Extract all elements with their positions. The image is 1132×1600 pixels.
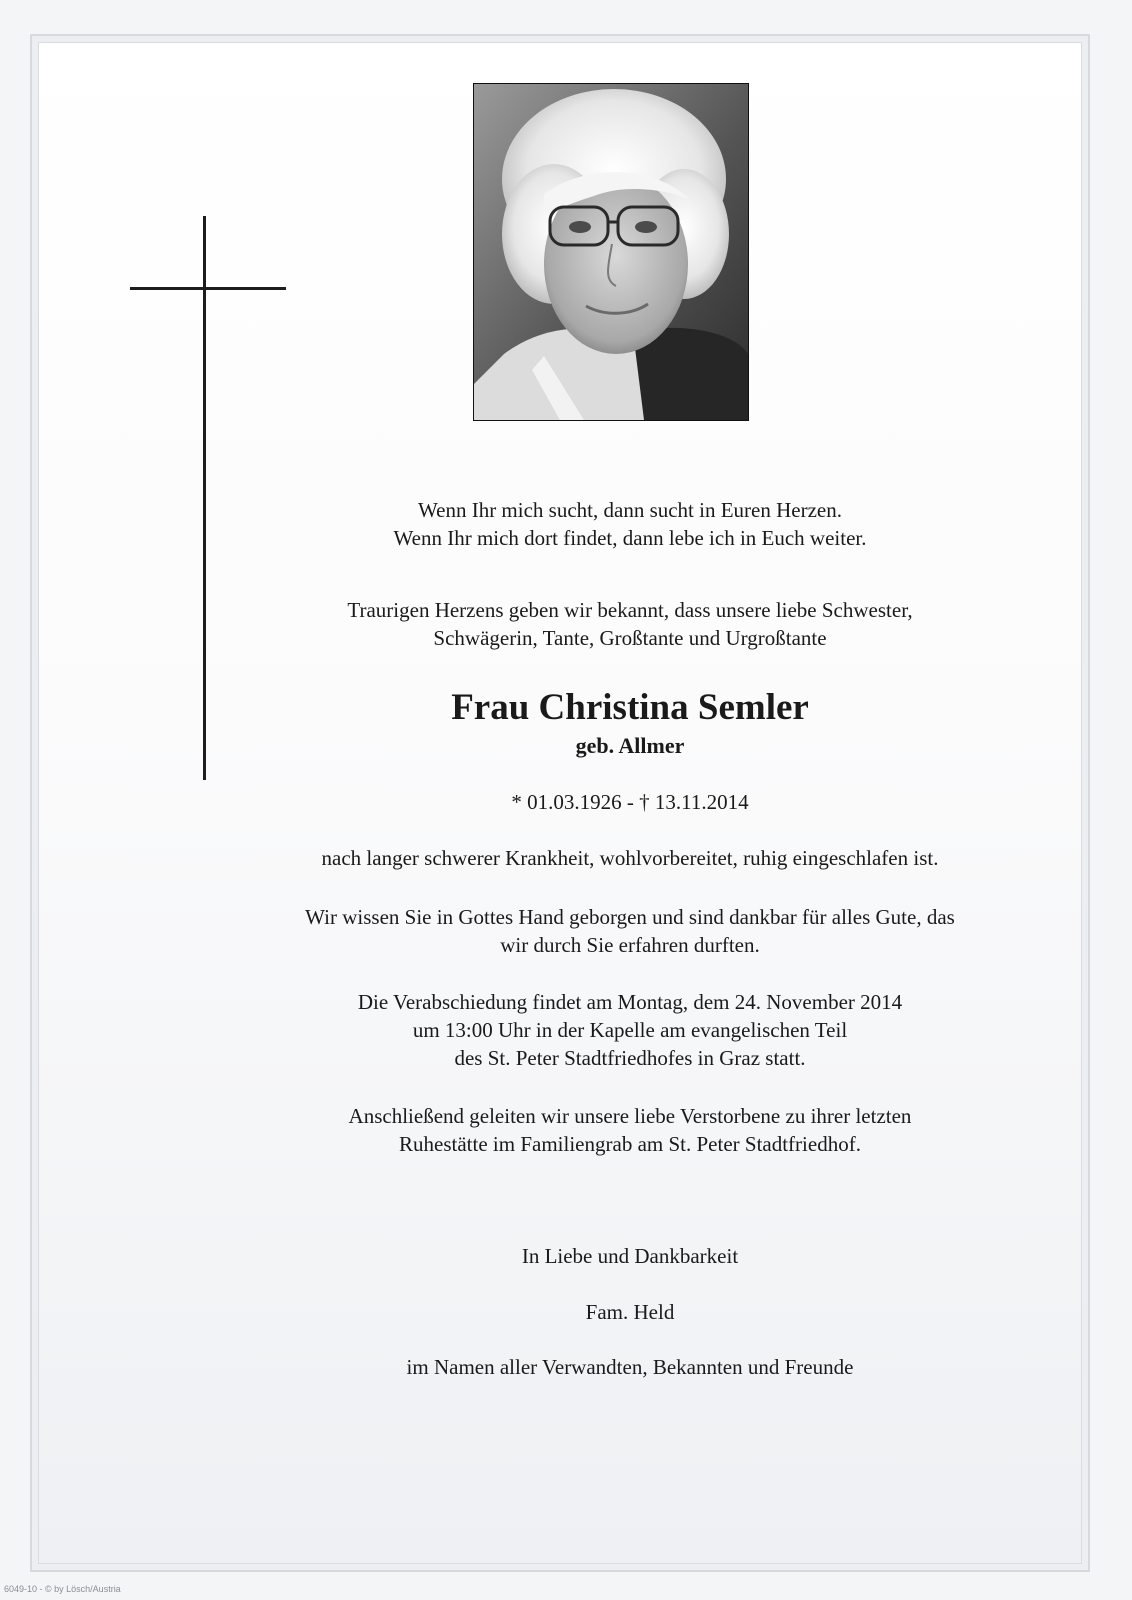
closing-phrase: In Liebe und Dankbarkeit <box>521 1244 739 1268</box>
illness-text: nach langer schwerer Krankheit, wohlvorbereitet, ruhig eingeschlafen ist. <box>321 846 939 870</box>
portrait-photo <box>473 83 749 421</box>
faith-line: wir durch Sie erfahren durften. <box>500 933 760 957</box>
announcement-intro <box>210 596 1050 652</box>
quote-line: Wenn Ihr mich dort findet, dann lebe ich in Euch weiter. <box>393 526 867 550</box>
faith-text <box>210 903 1050 959</box>
burial-line: Anschließend geleiten wir unsere liebe Verstorbene zu ihrer letzten <box>348 1104 912 1128</box>
quote <box>210 496 1050 552</box>
deceased-name: Frau Christina Semler <box>451 687 809 728</box>
family-signature: Fam. Held <box>585 1300 675 1324</box>
cross-vertical-bar <box>203 216 206 780</box>
faith-line: Wir wissen Sie in Gottes Hand geborgen und sind dankbar für alles Gute, das <box>305 905 955 929</box>
cross-horizontal-bar <box>130 287 286 290</box>
behalf-phrase: im Namen aller Verwandten, Bekannten und Freunde <box>406 1355 854 1379</box>
maiden-name: geb. Allmer <box>575 733 685 758</box>
farewell-line: um 13:00 Uhr in der Kapelle am evangelischen Teil <box>412 1018 848 1042</box>
burial-details <box>210 1102 1050 1158</box>
quote-line: Wenn Ihr mich sucht, dann sucht in Euren Herzen. <box>417 498 842 522</box>
farewell-details <box>210 988 1050 1072</box>
portrait-image <box>474 84 748 420</box>
intro-line: Traurigen Herzens geben wir bekannt, dass unsere liebe Schwester, <box>347 598 913 622</box>
intro-line: Schwägerin, Tante, Großtante und Urgroßtante <box>433 626 827 650</box>
burial-line: Ruhestätte im Familiengrab am St. Peter Stadtfriedhof. <box>399 1132 861 1156</box>
print-footer: 6049-10 - © by Lösch/Austria <box>4 1584 121 1594</box>
farewell-line: Die Verabschiedung findet am Montag, dem 24. November 2014 <box>357 990 903 1014</box>
life-dates: * 01.03.1926 - † 13.11.2014 <box>511 790 749 814</box>
farewell-line: des St. Peter Stadtfriedhofes in Graz statt. <box>454 1046 806 1070</box>
